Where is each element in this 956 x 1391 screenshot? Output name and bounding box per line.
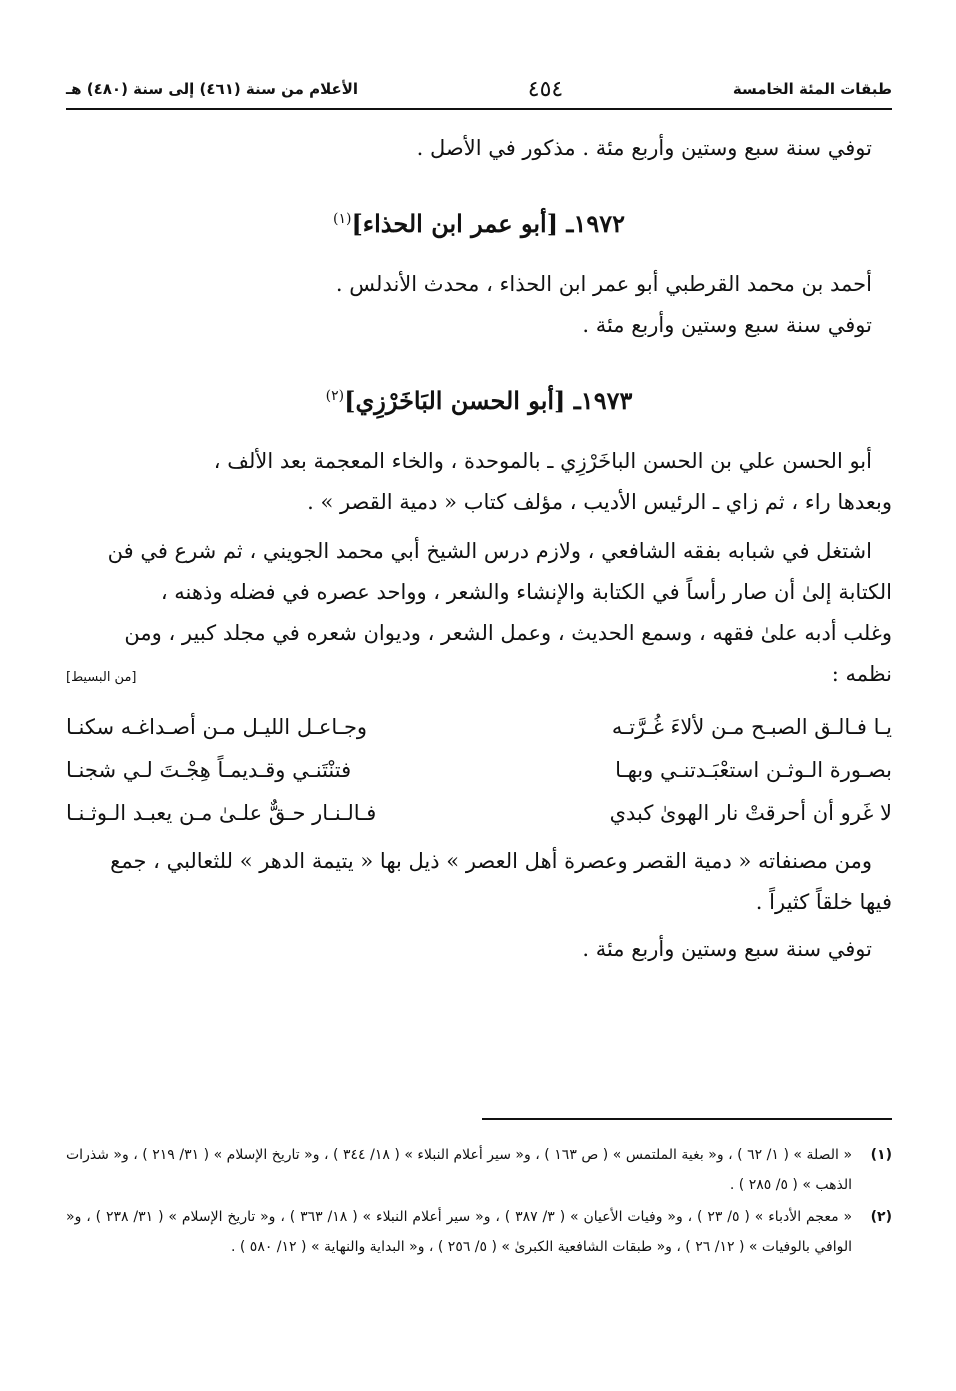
entry-1973-heading: ١٩٧٣ـ [أبو الحسن البَاخَرْزِي] bbox=[344, 386, 633, 415]
entry-1972-line1: أحمد بن محمد القرطبي أبو عمر ابن الحذاء ، محدث الأندلس . bbox=[335, 272, 872, 296]
verse-second-hemistich: وجـاعـل الليـل مـن أصـداغـه سكنـا bbox=[66, 715, 368, 739]
para-line: فيها خلقاً كثيراً . bbox=[755, 890, 892, 914]
footnote-1 bbox=[66, 1140, 892, 1200]
page-number: ٤٥٤ bbox=[527, 76, 564, 102]
entry-1973-para1 bbox=[66, 441, 892, 523]
footnote-text: « الصلة » ( ١/ ٦٢ ) ، و« بغية الملتمس » ( ص ١٦٣ ) ، و« سير أعلام النبلاء » ( ١٨/ ٣٤٤ ) ، و« تاريخ الإسلام » ( ٣١/ ٢١٩ ) ، و« شذرات الذهب » ( ٥/ ٢٨٥ ) . bbox=[66, 1147, 853, 1193]
poem-verse bbox=[66, 749, 892, 792]
para-line: وبعدها راء ، ثم زاي ـ الرئيس الأديب ، مؤلف كتاب « دمية القصر » . bbox=[307, 490, 892, 514]
poem bbox=[66, 706, 892, 835]
verse-second-hemistich: فتنْتَنـي وقـديمـاً هِجْـتَ لـي شجنـا bbox=[66, 758, 352, 782]
entry-1973-death: توفي سنة سبع وستين وأربع مئة . bbox=[582, 937, 872, 961]
para-line: الكتابة إلىٰ أن صار رأساً في الكتابة والإنشاء والشعر ، وواحد عصره في فضله وذهنه ، bbox=[160, 580, 892, 604]
entry-1972-title bbox=[66, 195, 892, 248]
para-line: نظمه : bbox=[831, 662, 892, 686]
header-section-title: طبقات المئة الخامسة bbox=[732, 80, 892, 98]
entry-1973-para3 bbox=[66, 841, 892, 923]
verse-first-hemistich: بصـورة الـوثـن استعْبَـدتنـي وبهـا bbox=[615, 758, 892, 782]
footnotes bbox=[66, 1140, 892, 1264]
footnote-rule bbox=[482, 1118, 892, 1120]
footnote-number: (١) bbox=[870, 1147, 892, 1163]
para-line: اشتغل في شبابه بفقه الشافعي ، ولازم درس الشيخ أبي محمد الجويني ، ثم شرع في فن bbox=[107, 539, 872, 563]
entry-1973-para2 bbox=[66, 531, 892, 698]
para-line: أبو الحسن علي بن الحسن الباخَرْزِي ـ بالموحدة ، والخاء المعجمة بعد الألف ، bbox=[213, 449, 872, 473]
verse-first-hemistich: لا غَرو أن أحرقتْ نار الهوىٰ كبدي bbox=[609, 801, 892, 825]
entry-1972-heading: ١٩٧٢ـ [أبو عمر ابن الحذاء] bbox=[351, 209, 626, 238]
poem-verse bbox=[66, 792, 892, 835]
para-line: وغلب أدبه علىٰ فقهه ، وسمع الحديث ، وعمل الشعر ، وديوان شعره في مجلد كبير ، ومن bbox=[124, 621, 892, 645]
poem-verse bbox=[66, 706, 892, 749]
header-years-range: الأعلام من سنة (٤٦١) إلى سنة (٤٨٠) هـ bbox=[66, 80, 359, 98]
para-line: ومن مصنفاته « دمية القصر وعصرة أهل العصر » ذيل بها « يتيمة الدهر » للثعالبي ، جمع bbox=[110, 849, 872, 873]
intro-line: توفي سنة سبع وستين وأربع مئة . مذكور في الأصل . bbox=[416, 136, 872, 160]
main-text bbox=[66, 128, 892, 970]
poem-intro-line bbox=[66, 654, 892, 698]
verse-second-hemistich: فـالـنـار حـقٌّ علـىٰ مـن يعبـد الـوثـنـا bbox=[66, 801, 377, 825]
footnote-ref-1: (١) bbox=[332, 211, 352, 227]
footnote-ref-2: (٢) bbox=[325, 388, 345, 404]
header-rule bbox=[66, 108, 892, 110]
poem-meter: [من البسيط] bbox=[66, 670, 137, 685]
running-header bbox=[66, 72, 892, 106]
footnote-text: « معجم الأدباء » ( ٥/ ٢٣ ) ، و« وفيات الأعيان » ( ٣/ ٣٨٧ ) ، و« سير أعلام النبلاء » ( ١٨/ ٣٦٣ ) ، و« تاريخ الإسلام » ( ٣١/ ٢٣٨ ) ، و« الوافي بالوفيات » ( ١٢/ ٢٦ ) ، و« طبقات الشافعية الكبرىٰ » ( ٥/ ٢٥٦ ) ، و« البداية والنهاية » ( ١٢/ ٥٨٠ ) . bbox=[66, 1209, 853, 1255]
entry-1972-line2: توفي سنة سبع وستين وأربع مئة . bbox=[582, 313, 872, 337]
footnote-2 bbox=[66, 1202, 892, 1262]
verse-first-hemistich: يـا فـالـق الصبـح مـن لألاءَ غُـرَّتـه bbox=[611, 715, 892, 739]
entry-1973-title bbox=[66, 372, 892, 425]
footnote-number: (٢) bbox=[870, 1209, 892, 1225]
